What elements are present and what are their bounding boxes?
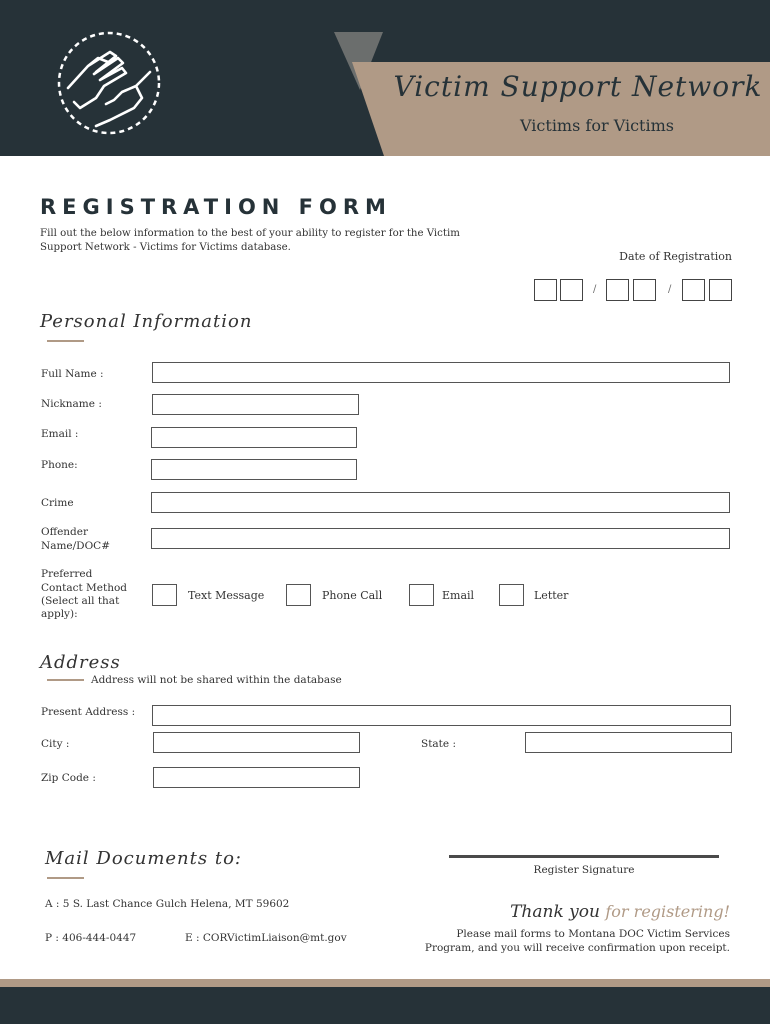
section-divider (47, 877, 84, 879)
helping-hands-icon (50, 28, 168, 138)
mail-instructions (420, 927, 730, 955)
mail-documents-title: Mail Documents to: (45, 848, 242, 869)
date-month-digit-2[interactable] (560, 279, 583, 301)
section-divider (47, 340, 84, 342)
text-message-checkbox[interactable] (152, 584, 177, 606)
form-title: REGISTRATION FORM (40, 195, 392, 219)
footer-bar (0, 987, 770, 1024)
date-separator: / (668, 284, 672, 295)
present-address-label: Present Address : (41, 706, 136, 718)
phone-label: Phone: (41, 459, 78, 471)
address-privacy-note: Address will not be shared within the database (91, 674, 342, 686)
date-day-digit-2[interactable] (633, 279, 656, 301)
date-of-registration-label: Date of Registration (619, 250, 732, 263)
date-year-digit-1[interactable] (682, 279, 705, 301)
thank-you-text: Thank you (510, 902, 600, 922)
nickname-label: Nickname : (41, 398, 102, 410)
zip-code-label: Zip Code : (41, 772, 96, 784)
mailing-address: A : 5 S. Last Chance Gulch Helena, MT 59602 (45, 898, 290, 910)
signature-label: Register Signature (533, 864, 635, 876)
email-field[interactable] (151, 427, 357, 448)
zip-code-field[interactable] (153, 767, 360, 788)
letter-checkbox[interactable] (499, 584, 524, 606)
contact-method-label-line4: apply): (41, 608, 78, 620)
mail-instructions-line2: Program, and you will receive confirmation upon receipt. (424, 942, 730, 954)
email-option-label: Email (442, 589, 475, 602)
offender-label-line1: Offender (41, 526, 88, 538)
text-message-option-label: Text Message (188, 589, 265, 602)
full-name-field[interactable] (152, 362, 730, 383)
email-label: Email : (41, 428, 79, 440)
section-divider (47, 679, 84, 681)
crime-label: Crime (41, 497, 74, 509)
footer-accent-bar (0, 979, 770, 987)
contact-method-label-line2: Contact Method (41, 582, 128, 594)
org-tagline: Victims for Victims (520, 116, 674, 135)
nickname-field[interactable] (152, 394, 359, 415)
for-registering-text: for registering! (605, 902, 730, 921)
phone-call-checkbox[interactable] (286, 584, 311, 606)
contact-method-label-line1: Preferred (41, 568, 93, 580)
signature-line[interactable] (449, 855, 719, 858)
letter-option-label: Letter (534, 589, 569, 602)
crime-field[interactable] (151, 492, 730, 513)
date-day-digit-1[interactable] (606, 279, 629, 301)
offender-name-doc-field[interactable] (151, 528, 730, 549)
personal-info-title: Personal Information (40, 311, 253, 332)
email-checkbox[interactable] (409, 584, 434, 606)
header-banner (0, 0, 770, 156)
thank-you-message (420, 902, 730, 922)
phone-field[interactable] (151, 459, 357, 480)
contact-email: E : CORVictimLiaison@mt.gov (185, 932, 347, 944)
full-name-label: Full Name : (41, 368, 104, 380)
offender-label-line2: Name/DOC# (41, 540, 111, 552)
state-field[interactable] (525, 732, 732, 753)
contact-method-label-line3: (Select all that (41, 595, 120, 607)
present-address-field[interactable] (152, 705, 731, 726)
mail-instructions-line1: Please mail forms to Montana DOC Victim Services (456, 928, 730, 940)
city-field[interactable] (153, 732, 360, 753)
date-separator: / (593, 284, 597, 295)
phone-call-option-label: Phone Call (322, 589, 383, 602)
org-name: Victim Support Network (393, 70, 763, 103)
contact-phone: P : 406-444-0447 (45, 932, 137, 944)
date-year-digit-2[interactable] (709, 279, 732, 301)
date-month-digit-1[interactable] (534, 279, 557, 301)
state-label: State : (421, 738, 456, 750)
address-title: Address (40, 652, 121, 673)
city-label: City : (41, 738, 70, 750)
form-intro: Fill out the below information to the best of your ability to register for the Victim Support Network - Victims for Victims database. (40, 228, 460, 253)
